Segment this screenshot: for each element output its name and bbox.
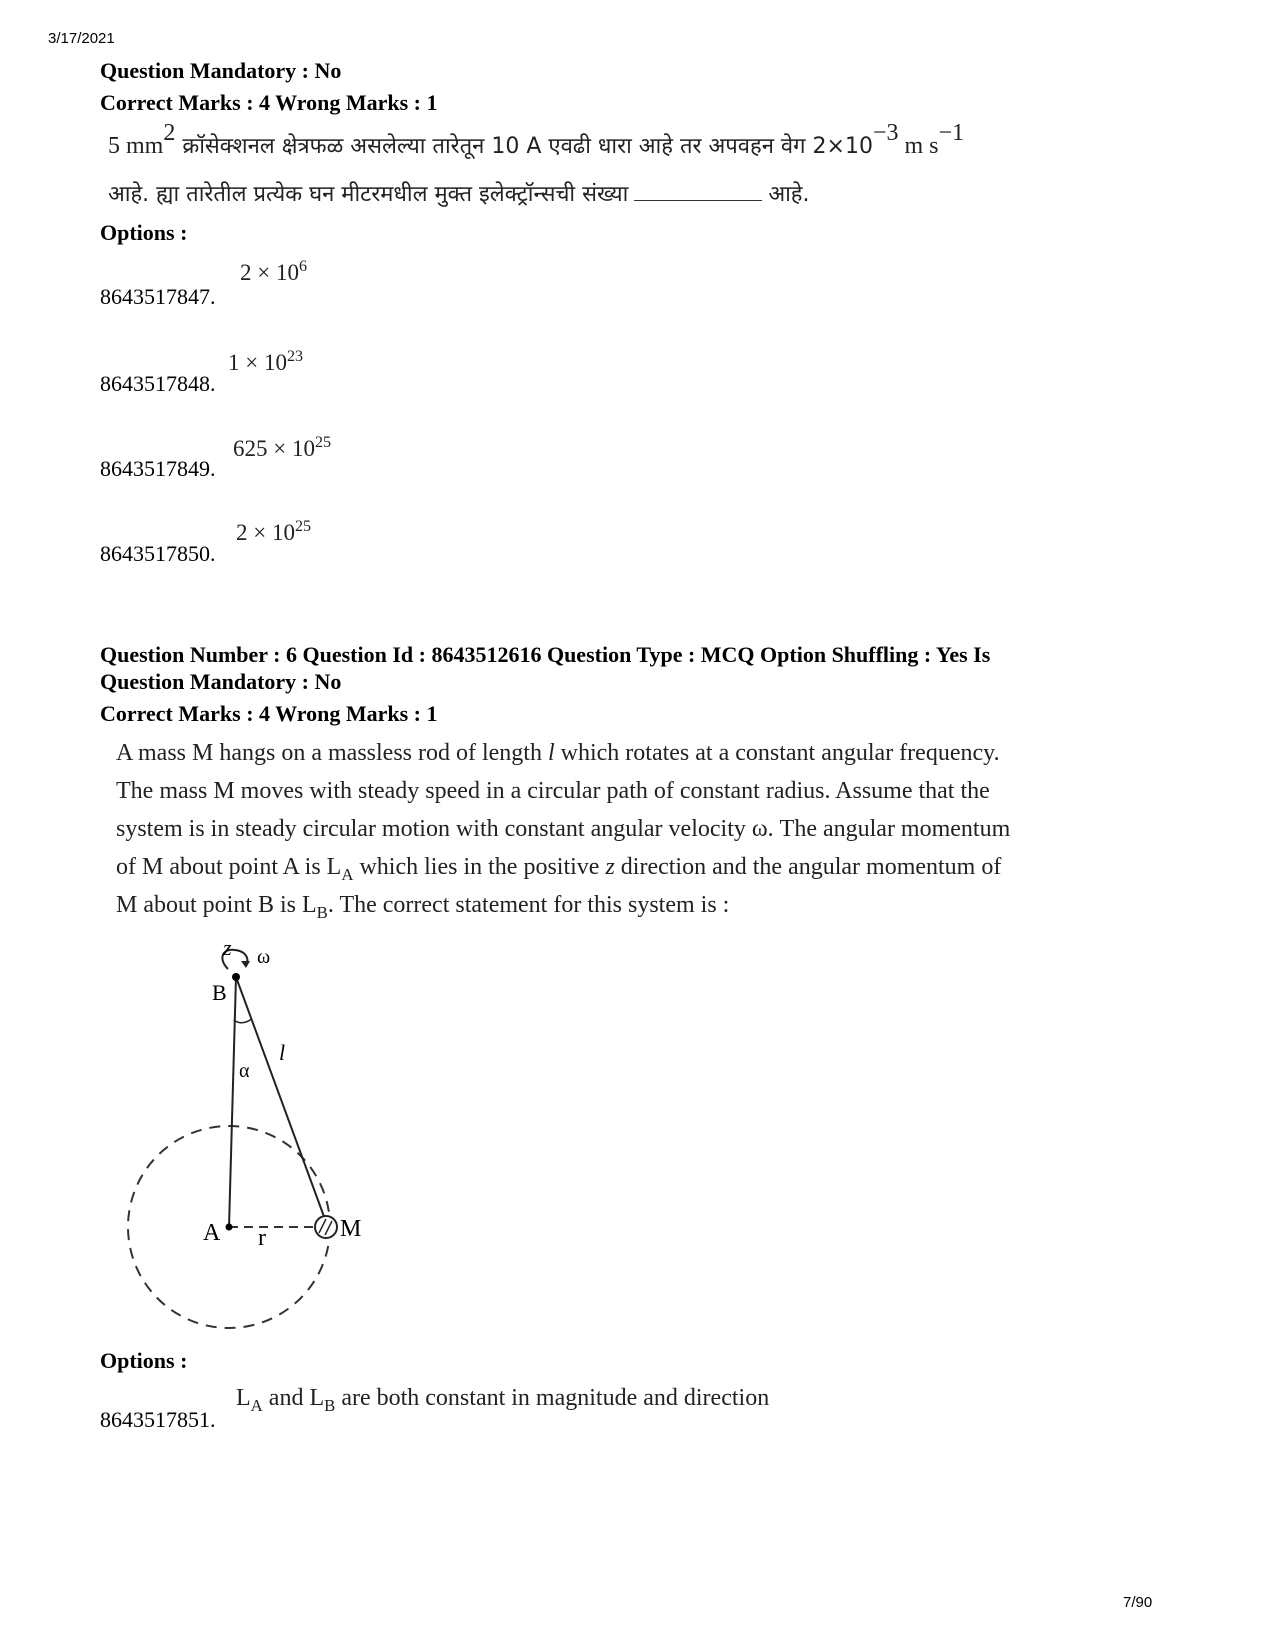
q5-options-label: Options : <box>100 220 188 245</box>
q5-answer-blank <box>634 180 762 201</box>
q6-line-5 <box>116 886 1156 924</box>
q5-option-4-id: 8643517850. <box>100 541 216 566</box>
pivot-point <box>232 973 240 981</box>
q5-option-4-value[interactable] <box>236 520 311 546</box>
q5-option-3-value[interactable] <box>233 436 331 462</box>
rotation-arrowhead <box>241 961 250 968</box>
q5-option-4-exp: 25 <box>294 518 312 536</box>
q6-option-1-L: L <box>236 1385 251 1411</box>
label-A: A <box>203 1220 221 1246</box>
q6-line-1-b: which rotates at a constant angular frequency. <box>554 740 1000 766</box>
q5-text-line1 <box>108 119 965 160</box>
label-l: l <box>279 1040 286 1065</box>
label-B: B <box>212 980 227 1005</box>
q6-option-1-id: 8643517851. <box>100 1407 216 1432</box>
q6-option-1-sub-a: A <box>250 1395 263 1415</box>
q5-text-line2-end: आहे. <box>768 182 810 207</box>
q5-mandatory: Question Mandatory : No <box>100 58 342 83</box>
q5-option-2-value[interactable] <box>228 350 303 376</box>
q6-line-4 <box>116 848 1156 886</box>
q6-pendulum-diagram <box>100 930 400 1340</box>
q6-line-5-b: . The correct statement for this system is : <box>327 892 730 918</box>
q6-option-1-value[interactable] <box>236 1385 770 1415</box>
q6-line-4-b: which lies in the positive <box>353 854 606 880</box>
q6-marks: Correct Marks : 4 Wrong Marks : 1 <box>100 701 438 726</box>
q5-text-line2-main: आहे. ह्या तारेतील प्रत्येक घन मीटरमधील मुक्त इलेक्ट्रॉन्सची संख्या <box>108 182 629 207</box>
rod-line <box>236 977 326 1222</box>
q6-line-3 <box>116 810 1156 848</box>
q5-option-4-base: 2 × 10 <box>236 520 295 545</box>
q6-line-4-italic: z <box>605 854 615 880</box>
q5-text-unit: m s <box>898 133 939 159</box>
q6-line-3-a: system is in steady circular motion with constant angular velocity ω. The angular momentum <box>116 816 1011 842</box>
angle-arc <box>234 1019 252 1023</box>
q5-text-main: क्रॉसेक्शनल क्षेत्रफळ असलेल्या तारेतून 10 A एवढी धारा आहे तर अपवहन वेग 2×10 <box>175 134 873 159</box>
q5-text-unit-exp: −1 <box>938 119 965 146</box>
q6-line-5-sub: B <box>316 902 328 922</box>
q5-text-area-exp: 2 <box>163 119 176 146</box>
q5-option-3-id: 8643517849. <box>100 456 216 481</box>
label-omega: ω <box>257 946 271 968</box>
q5-text-velocity-exp: −3 <box>872 119 899 146</box>
q6-line-5-a: M about point B is L <box>116 892 317 918</box>
q5-option-2-base: 1 × 10 <box>228 350 287 375</box>
q6-option-1-rest: are both constant in magnitude and direction <box>335 1385 770 1411</box>
q6-header: Question Number : 6 Question Id : 8643512616 Question Type : MCQ Option Shuffling : Yes Is <box>100 642 991 667</box>
q5-option-1-exp: 6 <box>298 258 308 276</box>
q5-option-3-exp: 25 <box>314 434 332 452</box>
q6-line-4-sub: A <box>341 864 354 884</box>
vertical-axis-line <box>229 977 236 1227</box>
q6-line-4-c: direction and the angular momentum of <box>614 854 1002 880</box>
q6-option-1-mid: and L <box>262 1385 325 1411</box>
label-r: r <box>258 1225 266 1251</box>
q6-line-1-a: A mass M hangs on a massless rod of length <box>116 740 548 766</box>
q5-text-area: 5 mm <box>108 133 164 159</box>
q5-option-1-value[interactable] <box>240 260 307 286</box>
label-z: z <box>223 935 232 960</box>
q5-marks: Correct Marks : 4 Wrong Marks : 1 <box>100 90 438 115</box>
q5-option-2-exp: 23 <box>286 348 304 366</box>
q6-line-2 <box>116 772 1156 810</box>
q6-question-text <box>116 734 1156 924</box>
q6-line-2-a: The mass M moves with steady speed in a circular path of constant radius. Assume that the <box>116 778 990 804</box>
q6-mandatory: Question Mandatory : No <box>100 669 342 694</box>
label-alpha: α <box>239 1060 250 1082</box>
page-number: 7/90 <box>1123 1594 1153 1611</box>
q6-option-1-sub-b: B <box>324 1395 336 1415</box>
q6-line-4-a: of M about point A is L <box>116 854 342 880</box>
q5-option-2-id: 8643517848. <box>100 371 216 396</box>
label-M: M <box>340 1216 362 1242</box>
q5-option-3-base: 625 × 10 <box>233 436 315 461</box>
q5-option-1-base: 2 × 10 <box>240 260 299 285</box>
page-date: 3/17/2021 <box>48 30 115 47</box>
q6-line-1-italic: l <box>547 740 555 766</box>
q6-options-label: Options : <box>100 1348 188 1373</box>
q6-line-1 <box>116 734 1156 772</box>
center-point <box>226 1224 233 1231</box>
q5-option-1-id: 8643517847. <box>100 284 216 309</box>
q5-text-line2 <box>108 178 810 208</box>
